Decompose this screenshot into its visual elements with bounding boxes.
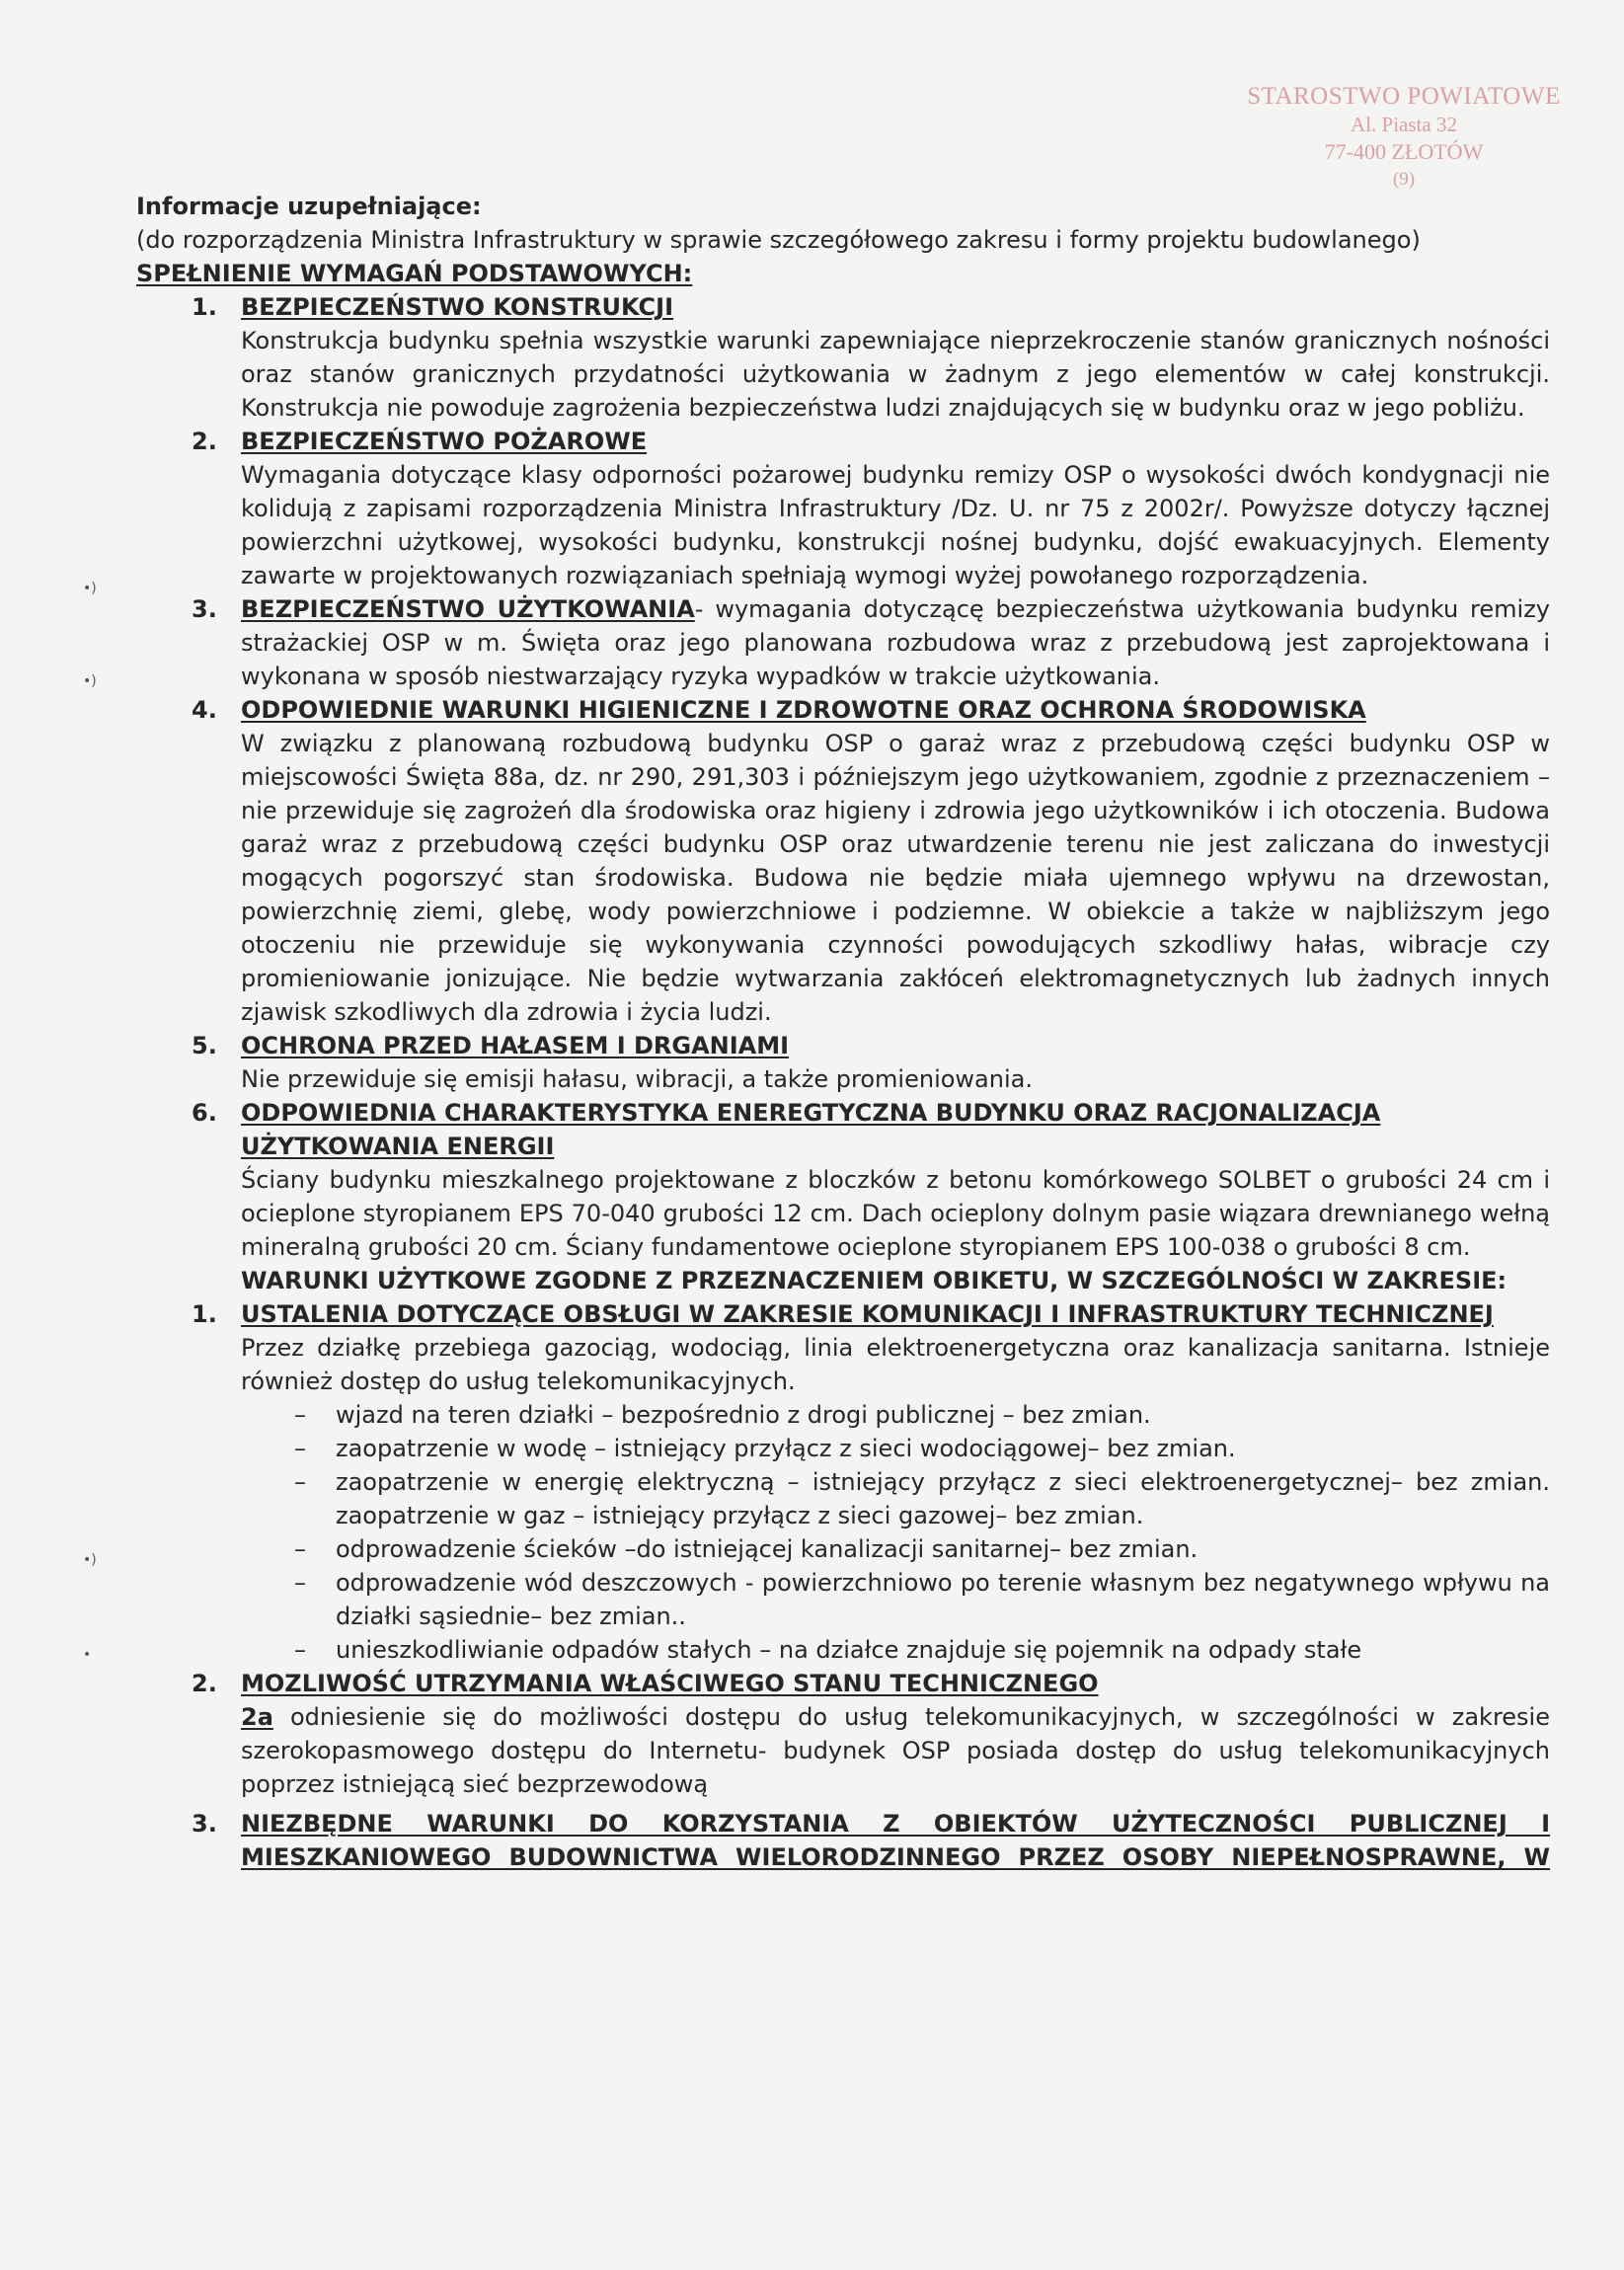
bullet-text: unieszkodliwianie odpadów stałych – na działce znajduje się pojemnik na odpady stałe <box>336 1636 1362 1664</box>
bullet-item <box>136 1398 1550 1432</box>
bullet-item <box>136 1465 1550 1532</box>
requirement-number: 1. <box>192 293 217 321</box>
usage-section-heading: WARUNKI UŻYTKOWE ZGODNE Z PRZEZNACZENIEM OBIKETU, W SZCZEGÓLNOŚCI W ZAKRESIE: <box>241 1267 1508 1294</box>
requirement-heading: BEZPIECZEŃSTWO UŻYTKOWANIA <box>241 595 695 623</box>
requirement-heading: OCHRONA PRZED HAŁASEM I DRGANIAMI <box>241 1032 790 1059</box>
document-title: Informacje uzupełniające: <box>136 193 482 220</box>
punch-hole-mark: •) <box>83 581 97 596</box>
usage-heading: MOZLIWOŚĆ UTRZYMANIA WŁAŚCIWEGO STANU TECHNICZNEGO <box>241 1670 1099 1697</box>
usage-item <box>136 1807 1550 1874</box>
usage-heading: NIEZBĘDNE WARUNKI DO KORZYSTANIA Z OBIEKTÓW UŻYTECZNOŚCI PUBLICZNEJ I MIESZKANIOWEGO BUDOWNICTWA WIELORODZINNEGO PRZEZ OSOBY NIEPEŁNOSPRAWNE, W <box>241 1810 1550 1871</box>
punch-hole-mark: •) <box>83 673 97 689</box>
bullet-text: odprowadzenie ścieków –do istniejącej kanalizacji sanitarnej– bez zmian. <box>336 1535 1199 1563</box>
usage-heading: USTALENIA DOTYCZĄCE OBSŁUGI W ZAKRESIE KOMUNIKACJI I INFRASTRUKTURY TECHNICZNEJ <box>241 1300 1494 1328</box>
requirement-number: 5. <box>192 1032 217 1059</box>
bullet-item <box>136 1432 1550 1465</box>
requirement-text: - wymagania dotyczącę bezpieczeństwa użytkowania budynku remizy strażackiej OSP w m. Święta oraz jego planowana rozbudowa wraz z przebudową jest zaprojektowana i wykonana w sposób niestwarzający ryzyka wypadków w trakcie użytkowania. <box>241 595 1550 690</box>
requirement-body <box>241 592 1550 693</box>
requirement-number: 6. <box>192 1099 217 1127</box>
dash-marker: – <box>294 1636 306 1664</box>
stamp-line-4: (9) <box>1392 169 1416 190</box>
dash-marker: – <box>294 1535 306 1563</box>
punch-hole-mark: •) <box>83 1552 97 1568</box>
bullet-text: zaopatrzenie w wodę – istniejący przyłącz z sieci wodociągowej– bez zmian. <box>336 1435 1236 1462</box>
requirement-number: 3. <box>192 595 217 623</box>
office-stamp <box>1246 83 1562 194</box>
dash-marker: – <box>294 1435 306 1462</box>
requirement-body: W związku z planowaną rozbudową budynku OSP o garaż wraz z przebudową części budynku OSP w miejscowości Święta 88a, dz. nr 290, 291,303 i późniejszym jego użytkowaniem, zgodnie z przeznaczeniem – nie przewiduje się zagrożeń dla środowiska oraz higieny i zdrowia jego użytkowników i ich otoczenia. Budowa garaż wraz z przebudową części budynku OSP oraz utwardzenie terenu nie jest zaliczana do inwestycji mogących pogorszyć stan środowiska. Budowa nie będzie miała ujemnego wpływu na drzewostan, powierzchnię ziemi, glebę, wody powierzchniowe i podziemne. W obiekcie a także w najbliższym jego otoczeniu nie przewiduje się wykonywania czynności powodujących szkodliwy hałas, wibracje czy promieniowanie jonizujące. Nie będzie wytwarzania zakłóceń elektromagnetycznych lub żadnych innych zjawisk szkodliwych dla zdrowia i życia ludzi. <box>241 730 1550 1026</box>
requirement-item <box>136 1096 1550 1264</box>
requirement-item <box>136 1029 1550 1096</box>
usage-text: odniesienie się do możliwości dostępu do usług telekomunikacyjnych, w szczególności w zakresie szerokopasmowego dostępu do Internetu- budynek OSP posiada dostęp do usług telekomunikacyjnych poprzez istniejącą sieć bezprzewodową <box>241 1703 1550 1798</box>
requirement-heading: ODPOWIEDNIE WARUNKI HIGIENICZNE I ZDROWOTNE ORAZ OCHRONA ŚRODOWISKA <box>241 696 1366 724</box>
usage-number: 2. <box>192 1670 217 1697</box>
requirement-heading: BEZPIECZEŃSTWO POŻAROWE <box>241 428 648 455</box>
requirement-number: 4. <box>192 696 217 724</box>
stamp-line-2: Al. Piasta 32 <box>1351 113 1457 136</box>
stamp-line-1: STAROSTWO POWIATOWE <box>1247 83 1561 110</box>
requirement-item <box>136 693 1550 1029</box>
usage-item <box>136 1667 1550 1801</box>
section-title: SPEŁNIENIE WYMAGAŃ PODSTAWOWYCH: <box>136 260 693 287</box>
requirement-item <box>136 290 1550 425</box>
bullet-text: odprowadzenie wód deszczowych - powierzchniowo po terenie własnym bez negatywnego wpływu na działki sąsiednie– bez zmian.. <box>336 1569 1550 1630</box>
usage-body <box>241 1700 1550 1801</box>
usage-body: Przez działkę przebiega gazociąg, wodociąg, linia elektroenergetyczna oraz kanalizacja sanitarna. Istnieje również dostęp do usług telekomunikacyjnych. <box>241 1334 1550 1395</box>
requirement-body: Ściany budynku mieszkalnego projektowane z bloczków z betonu komórkowego SOLBET o grubości 24 cm i ocieplone styropianem EPS 70-040 grubości 12 cm. Dach ocieplony dolnym pasie wiązara drewnianego wełną mineralną grubości 20 cm. Ściany fundamentowe ocieplone styropianem EPS 100-038 o grubości 8 cm. <box>241 1166 1550 1261</box>
bullet-text: wjazd na teren działki – bezpośrednio z drogi publicznej – bez zmian. <box>336 1401 1151 1429</box>
bullet-item <box>136 1566 1550 1633</box>
punch-hole-mark: • <box>83 1647 92 1663</box>
requirement-body: Wymagania dotyczące klasy odporności pożarowej budynku remizy OSP o wysokości dwóch kondygnacji nie kolidują z zapisami rozporządzenia Ministra Infrastruktury /Dz. U. nr 75 z 2002r/. Powyższe dotyczy łącznej powierzchni użytkowej, wysokości budynku, konstrukcji nośnej budynku, dojść ewakuacyjnych. Elementy zawarte w projektowanych rozwiązaniach spełniają wymogi wyżej powołanego rozporządzenia. <box>241 461 1550 589</box>
requirement-item <box>136 425 1550 592</box>
stamp-line-3: 77-400 ZŁOTÓW <box>1324 139 1484 164</box>
requirement-heading: ODPOWIEDNIA CHARAKTERYSTYKA ENEREGTYCZNA BUDYNKU ORAZ RACJONALIZACJA UŻYTKOWANIA ENERGII <box>241 1099 1381 1160</box>
requirement-heading: BEZPIECZEŃSTWO KONSTRUKCJI <box>241 293 674 321</box>
usage-sublabel: 2a <box>241 1703 273 1731</box>
document-subtitle: (do rozporządzenia Ministra Infrastruktury w sprawie szczegółowego zakresu i formy projektu budowlanego) <box>136 226 1421 254</box>
usage-item <box>136 1297 1550 1398</box>
bullet-text: zaopatrzenie w energię elektryczną – istniejący przyłącz z sieci elektroenergetycznej– bez zmian. zaopatrzenie w gaz – istniejący przyłącz z sieci gazowej– bez zmian. <box>336 1468 1550 1529</box>
requirement-number: 2. <box>192 428 217 455</box>
bullet-item <box>136 1633 1550 1667</box>
dash-marker: – <box>294 1401 306 1429</box>
requirement-body: Konstrukcja budynku spełnia wszystkie warunki zapewniające nieprzekroczenie stanów granicznych nośności oraz stanów granicznych przydatności użytkowania w żadnym z jego elementów w całej konstrukcji. Konstrukcja nie powoduje zagrożenia bezpieczeństwa ludzi znajdujących się w budynku oraz w jego pobliżu. <box>241 327 1550 422</box>
document-body <box>136 190 1550 1874</box>
dash-marker: – <box>294 1468 306 1496</box>
usage-number: 3. <box>192 1810 217 1838</box>
requirement-item <box>136 592 1550 693</box>
requirement-body: Nie przewiduje się emisji hałasu, wibracji, a także promieniowania. <box>241 1065 1033 1093</box>
usage-number: 1. <box>192 1300 217 1328</box>
bullet-item <box>136 1532 1550 1566</box>
bullet-list <box>136 1398 1550 1667</box>
dash-marker: – <box>294 1569 306 1597</box>
